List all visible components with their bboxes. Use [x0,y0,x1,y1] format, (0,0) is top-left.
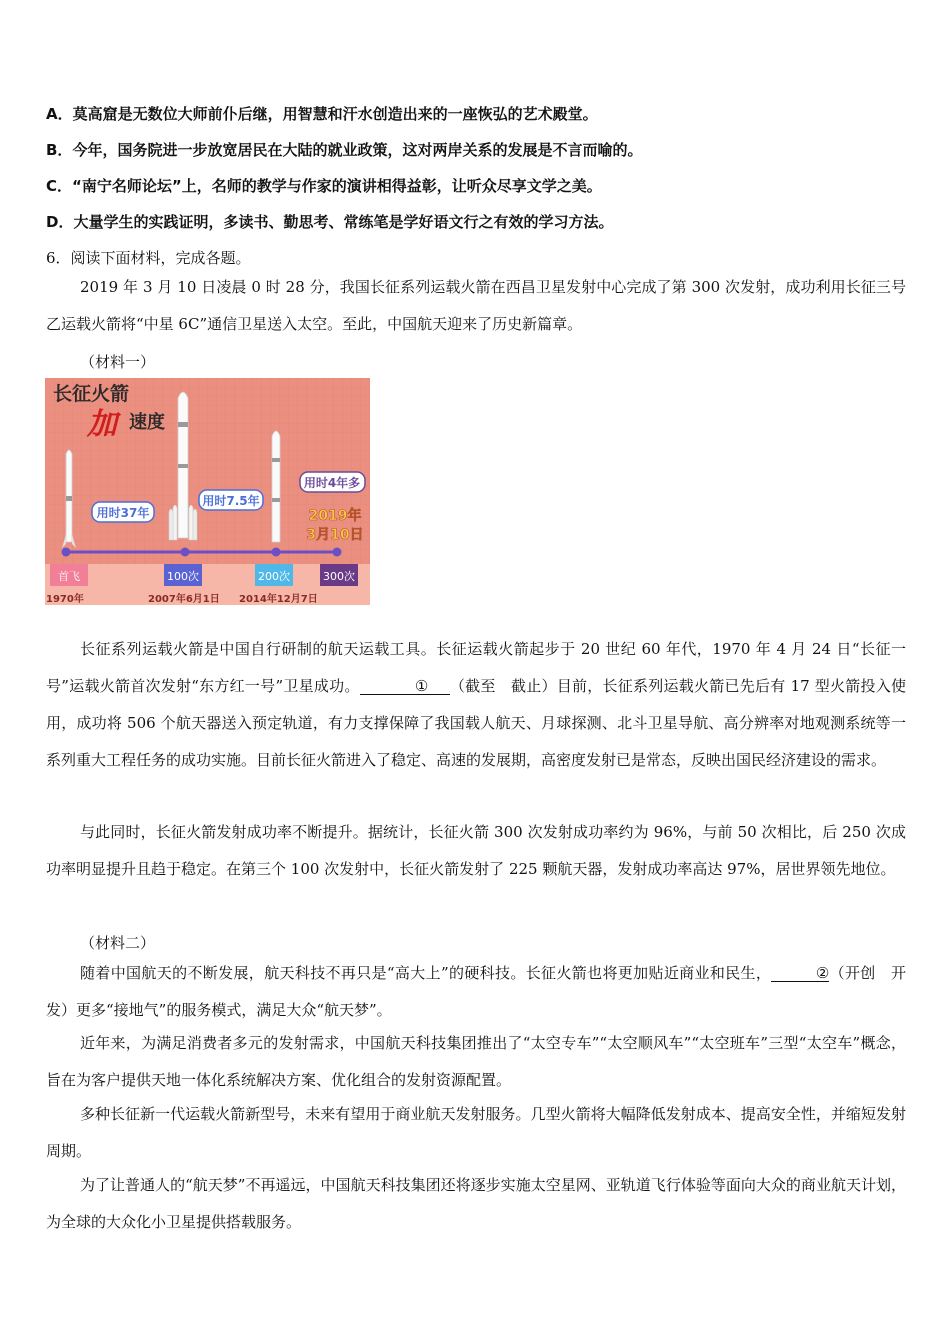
material-two-paragraph-2: 近年来，为满足消费者多元的发射需求，中国航天科技集团推出了“太空专车”“太空顺风车”“太空班车”三型“太空车”概念，旨在为客户提供天地一体化系统解决方案、优化组合的发射资源配置。 [46,1034,906,1089]
option-letter: A． [46,105,73,123]
date-label-1: 1970年 [46,594,84,605]
material-one-label: （材料一） [80,353,156,371]
option-b [46,139,642,160]
duration-label-1: 用时37年 [96,506,150,520]
option-letter: B． [46,141,73,159]
option-letter: D． [46,213,74,231]
date-label-2: 2007年6月1日 [148,594,220,605]
milestone-label-1: 首飞 [58,570,80,583]
figure-title: 长征火箭 [53,383,130,405]
option-text: 今年，国务院进一步放宽居民在大陆的就业政策，这对两岸关系的发展是不言而喻的。 [72,141,643,159]
question-stem: 6．阅读下面材料，完成各题。 [46,249,251,267]
material-two-paragraph-1: 随着中国航天的不断发展，航天科技不再只是“高大上”的硬科技。长征火箭也将更加贴近商业和民生， ②（开创 开发）更多“接地气”的服务模式，满足大众“航天梦”。 [46,964,906,1019]
fill-blank-2[interactable]: ② [771,965,829,982]
option-d [46,211,613,232]
option-c [46,175,602,196]
date-label-3: 2014年12月7日 [239,594,318,605]
option-letter: C． [46,177,73,195]
material-two-paragraph-3: 多种长征新一代运载火箭新型号，未来有望用于商业航天发射服务。几型火箭将大幅降低发射成本、提高安全性，并缩短发射周期。 [46,1105,906,1160]
material-two-label: （材料二） [80,934,156,952]
material-two-paragraph-4: 为了让普通人的“航天梦”不再遥远，中国航天科技集团还将逐步实施太空星网、亚轨道飞行体验等面向大众的商业航天计划，为全球的大众化小卫星提供搭载服务。 [46,1176,906,1231]
material-one-paragraph-2: 与此同时，长征火箭发射成功率不断提升。据统计，长征火箭 300 次发射成功率约为 96%，与前 50 次相比，后 250 次成功率明显提升且趋于稳定。在第三个 100 次发射中，长征火箭发射了 225 颗航天器，发射成功率高达 97%，居世界领先地位。 [46,823,906,878]
figure-subtitle: 速度 [129,412,165,433]
duration-label-2: 用时7.5年 [202,494,260,508]
fill-blank-1[interactable]: ① [360,678,450,695]
end-date-day: 3月10日 [306,527,364,543]
milestone-label-2: 100次 [167,570,199,583]
duration-label-3: 用时4年多 [303,476,361,490]
end-date-year: 2019年 [308,508,362,524]
rocket-infographic [45,378,370,605]
milestone-label-4: 300次 [323,570,355,583]
option-text: “南宁名师论坛”上，名师的教学与作家的演讲相得益彰，让听众尽享文学之美。 [72,177,602,195]
intro-paragraph: 2019 年 3 月 10 日凌晨 0 时 28 分，我国长征系列运载火箭在西昌卫星发射中心完成了第 300 次发射，成功利用长征三号乙运载火箭将“中星 6C”通信卫星送入太空。至此，中国航天迎来了历史新篇章。 [46,278,906,333]
option-a [46,103,598,124]
figure-title-accent: 加 [87,407,117,442]
material-one-paragraph-1: 长征系列运载火箭是中国自行研制的航天运载工具。长征运载火箭起步于 20 世纪 60 年代，1970 年 4 月 24 日“长征一号”运载火箭首次发射“东方红一号”卫星成功。 ① （截至 截止）目前，长征系列运载火箭已先后有 17 型火箭投入使用，成功将 506 个航天器送入预定轨道，有力支撑保障了我国载人航天、月球探测、北斗卫星导航、高分辨率对地观测系统等一系列重大工程任务的成功实施。目前长征火箭进入了稳定、高速的发展期，高密度发射已是常态，反映出国民经济建设的需求。 [46,640,906,769]
option-text: 莫高窟是无数位大师前仆后继，用智慧和汗水创造出来的一座恢弘的艺术殿堂。 [72,105,598,123]
rocket-3-icon [272,431,280,542]
milestone-label-3: 200次 [258,570,290,583]
option-text: 大量学生的实践证明，多读书、勤思考、常练笔是学好语文行之有效的学习方法。 [73,213,614,231]
